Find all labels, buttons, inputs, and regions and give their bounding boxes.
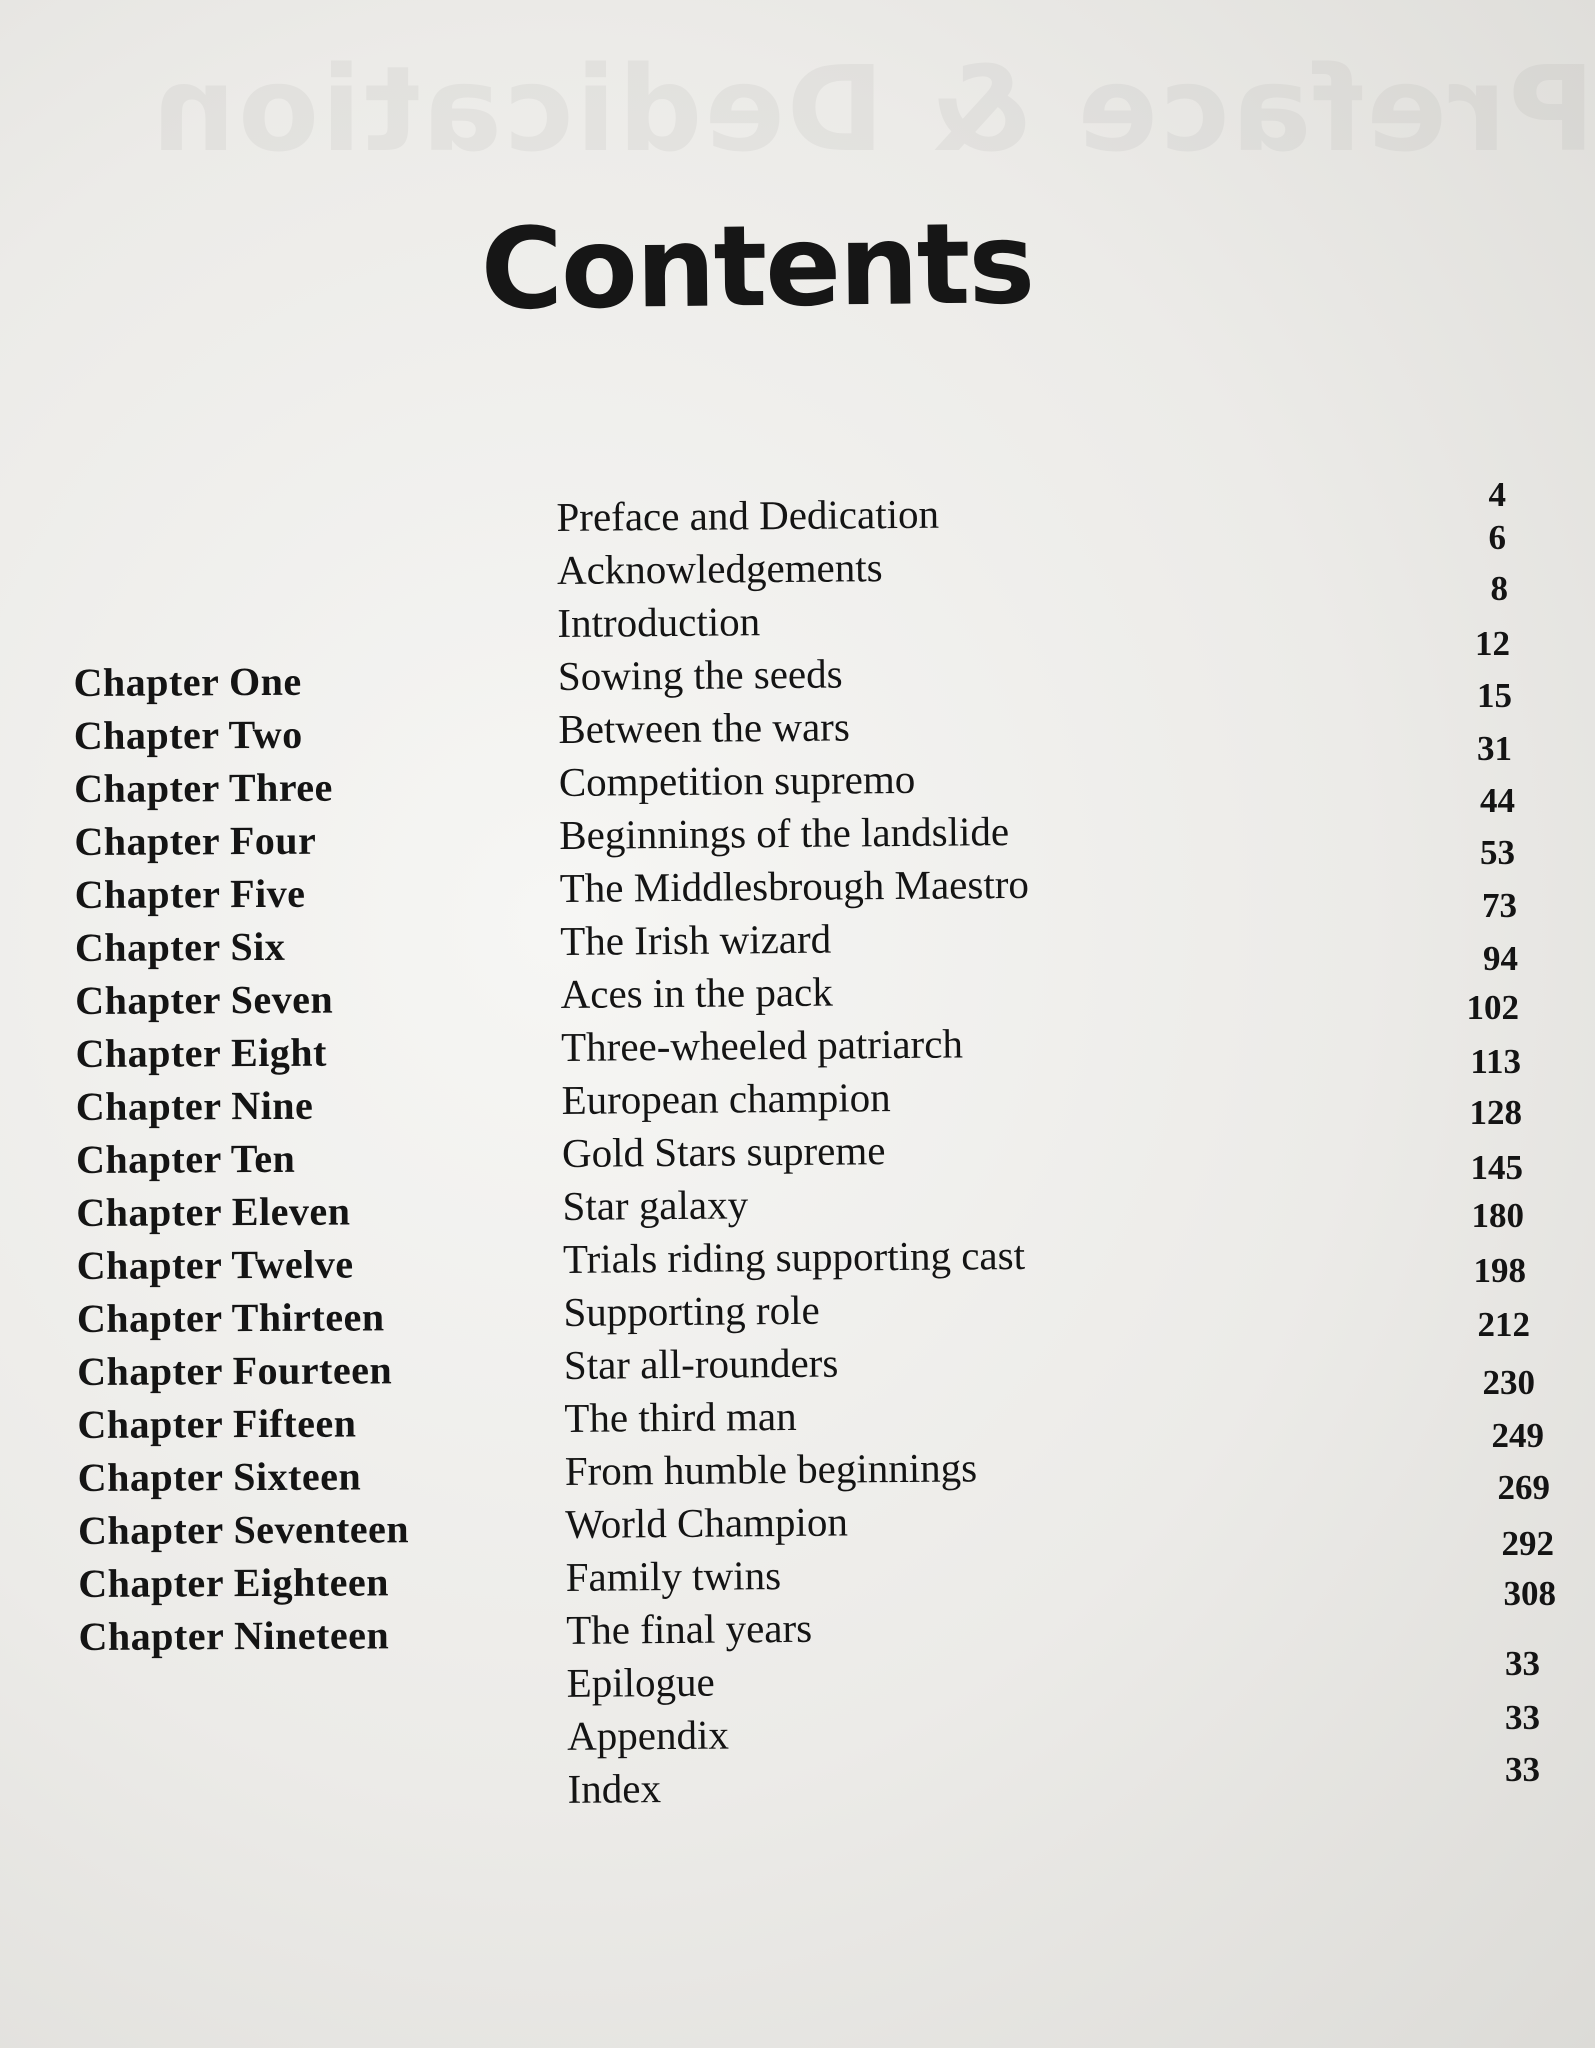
entry-title-column [552, 0, 1210, 2048]
page-number: 249 [1491, 1416, 1544, 1455]
page-number: 73 [1482, 886, 1517, 925]
chapter-label: Chapter Five [74, 870, 306, 917]
toc-entry: World Champion [565, 1498, 849, 1547]
toc-entry: Between the wars [558, 703, 851, 752]
page-number-column [1360, 0, 1556, 2048]
chapter-label: Chapter Eighteen [78, 1559, 390, 1606]
toc-entry: From humble beginnings [564, 1444, 978, 1494]
toc-entry: Gold Stars supreme [561, 1127, 886, 1176]
chapter-label: Chapter One [73, 658, 302, 705]
toc-entry: Star galaxy [562, 1181, 749, 1229]
toc-entry: European champion [561, 1074, 891, 1123]
page-number: 4 [1488, 475, 1506, 514]
toc-entry: Introduction [557, 598, 761, 646]
page-number: 33 [1505, 1644, 1540, 1683]
toc-entry: Preface and Dedication [556, 490, 940, 540]
chapter-label: Chapter Eleven [76, 1188, 351, 1235]
page-number: 12 [1475, 624, 1510, 663]
page-number: 128 [1469, 1093, 1522, 1132]
page-title: Contents [480, 199, 1034, 335]
page-number: 33 [1505, 1698, 1540, 1737]
page-number: 102 [1466, 988, 1519, 1027]
toc-entry: The third man [564, 1392, 797, 1441]
toc-entry: Appendix [566, 1711, 730, 1759]
chapter-label: Chapter Six [74, 923, 286, 970]
chapter-label-column [70, 0, 581, 2048]
page-number: 308 [1503, 1574, 1556, 1613]
page-number: 269 [1497, 1468, 1550, 1507]
page-number: 44 [1480, 781, 1515, 820]
toc-entry: The Middlesbrough Maestro [559, 860, 1030, 911]
page-number: 113 [1470, 1042, 1521, 1081]
chapter-label: Chapter Two [73, 711, 303, 758]
chapter-label: Chapter Fourteen [77, 1347, 393, 1394]
chapter-label: Chapter Sixteen [77, 1453, 362, 1500]
page-number: 198 [1473, 1251, 1526, 1290]
toc-entry: Acknowledgements [556, 544, 883, 593]
toc-entry: Index [567, 1765, 662, 1812]
page-number: 15 [1477, 676, 1512, 715]
page-number: 230 [1482, 1363, 1535, 1402]
page-number: 292 [1501, 1524, 1554, 1563]
page-number: 6 [1488, 518, 1506, 557]
chapter-label: Chapter Three [74, 764, 333, 811]
chapter-label: Chapter Twelve [76, 1241, 354, 1288]
page-number: 53 [1480, 833, 1515, 872]
toc-entry: Sowing the seeds [557, 650, 843, 699]
chapter-label: Chapter Seven [75, 976, 334, 1023]
toc-entry: Competition supremo [558, 755, 916, 805]
page-number: 31 [1477, 729, 1512, 768]
page-number: 8 [1490, 569, 1508, 608]
chapter-label: Chapter Eight [75, 1029, 327, 1076]
toc-entry: The final years [566, 1604, 813, 1653]
toc-entry: Supporting role [563, 1286, 820, 1335]
toc-entry: Beginnings of the landslide [559, 808, 1010, 858]
page-number: 212 [1477, 1305, 1530, 1344]
toc-entry: Family twins [565, 1552, 782, 1600]
toc-entry: Three-wheeled patriarch [560, 1020, 964, 1070]
toc-entry: Aces in the pack [560, 968, 833, 1017]
chapter-label: Chapter Thirteen [76, 1294, 385, 1341]
page-number: 145 [1470, 1148, 1523, 1187]
chapter-label: Chapter Nine [75, 1082, 314, 1129]
chapter-label: Chapter Seventeen [77, 1506, 410, 1553]
toc-entry: Trials riding supporting cast [562, 1231, 1026, 1282]
page-number: 180 [1471, 1196, 1524, 1235]
page-number: 33 [1505, 1750, 1540, 1789]
chapter-label: Chapter Fifteen [77, 1400, 357, 1447]
toc-entry: The Irish wizard [560, 915, 832, 964]
chapter-label: Chapter Ten [75, 1135, 296, 1182]
toc-entry: Epilogue [566, 1658, 715, 1706]
toc-entry: Star all-rounders [563, 1339, 839, 1388]
chapter-label: Chapter Nineteen [78, 1612, 390, 1659]
page-number: 94 [1483, 939, 1518, 978]
chapter-label: Chapter Four [74, 817, 317, 864]
